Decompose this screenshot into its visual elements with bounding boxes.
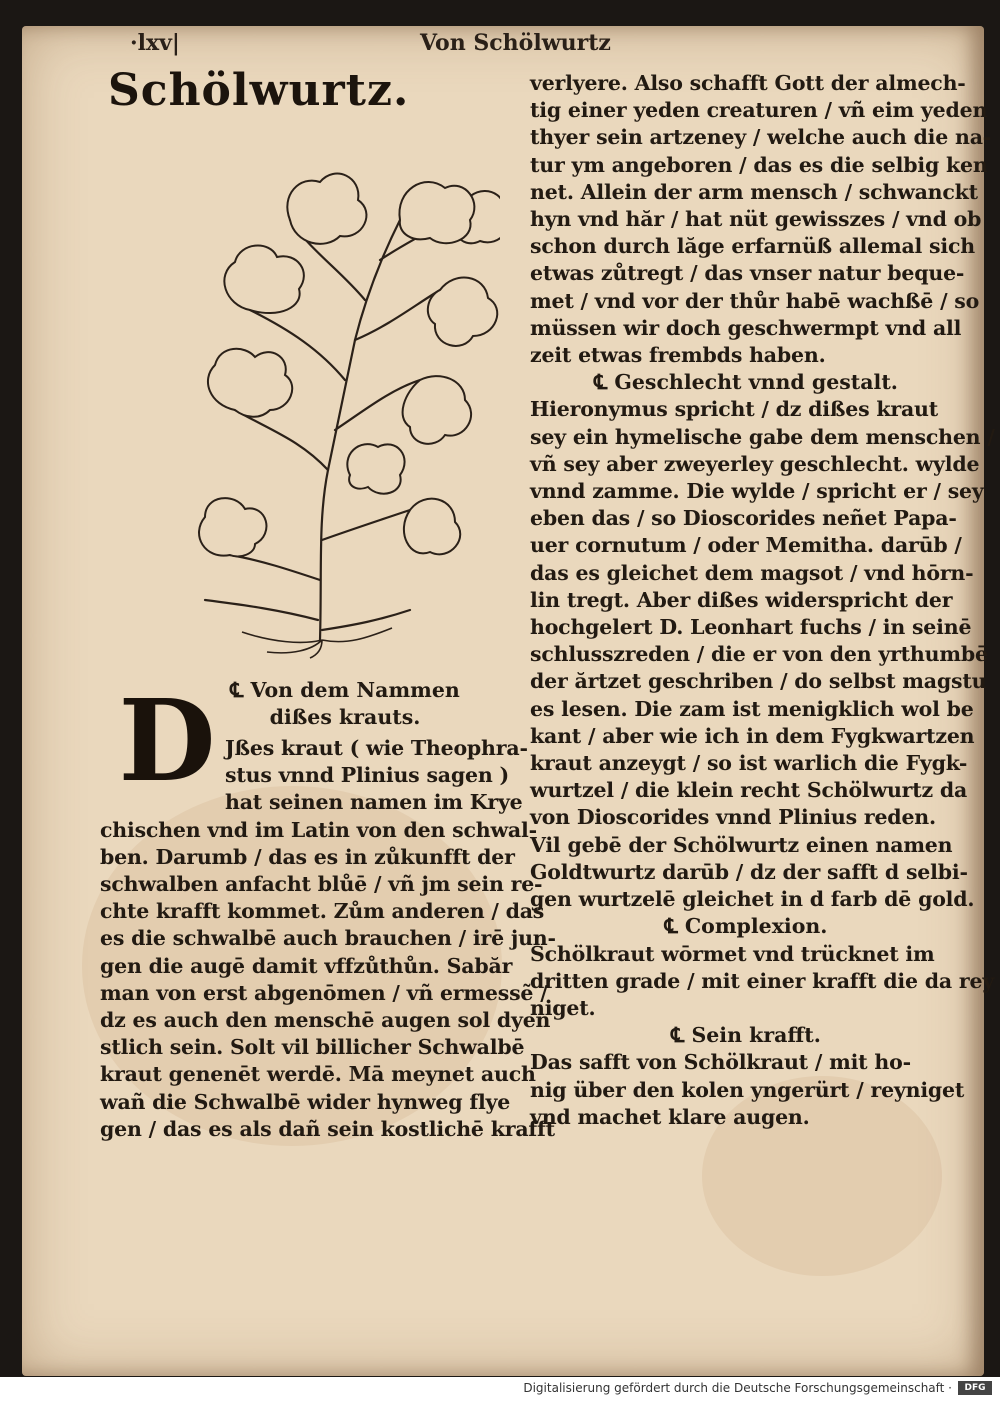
- text-line: es lesen. Die zam ist menigklich wol be: [530, 696, 974, 721]
- text-line: hat seinen namen im Krye: [225, 790, 523, 815]
- text-line: gen / das es als dañ sein kostlichē krafft: [100, 1116, 555, 1141]
- text-line: Hieronymus spricht / dz dißes kraut: [530, 397, 939, 422]
- text-line: stus vnnd Plinius sagen ): [225, 763, 509, 788]
- text-line: Das safft von Schölkraut / mit ho-: [530, 1050, 911, 1075]
- section-heading-name-2: dißes krauts.: [269, 705, 421, 730]
- text-line: tur ym angeboren / das es die selbig ken: [530, 152, 988, 177]
- text-line: müssen wir doch geschwermpt vnd all: [530, 315, 962, 340]
- text-line: kraut genenēt werdē. Mā meynet auch: [100, 1062, 536, 1087]
- text-line: chischen vnd im Latin von den schwal-: [100, 817, 537, 842]
- text-line: Jßes kraut ( wie Theophra-: [225, 736, 528, 760]
- footer-bar: [0, 1377, 1000, 1401]
- text-line: man von erst abgenōmen / vñ ermessẽ /: [100, 980, 548, 1005]
- running-title: Von Schölwurtz: [420, 30, 611, 56]
- text-line: lin tregt. Aber dißes widerspricht der: [530, 587, 953, 612]
- text-line: wurtzel / die klein recht Schölwurtz da: [530, 778, 968, 803]
- section-heading-krafft: ℄ Sein krafft.: [671, 1023, 821, 1048]
- section-heading-geschlecht: ℄ Geschlecht vnnd gestalt.: [594, 370, 898, 395]
- text-line: verlyere. Also schafft Gott der almech-: [530, 71, 966, 95]
- text-line: schwalben anfacht blůē / vñ jm sein re-: [100, 872, 543, 897]
- text-line: vnd machet klare augen.: [530, 1104, 810, 1129]
- text-line: nig über den kolen yngerürt / reyniget: [530, 1077, 965, 1102]
- text-line: uer cornutum / oder Memitha. darūb /: [530, 533, 962, 558]
- text-line: hyn vnd hăr / hat nüt gewisszes / vnd ob: [530, 207, 982, 232]
- text-line: dz es auch den menschē augen sol dyen: [100, 1008, 551, 1033]
- text-line: net. Allein der arm mensch / schwanckt: [530, 179, 978, 204]
- text-line: vnnd zamme. Die wylde / spricht er / sey: [530, 479, 984, 504]
- drop-cap-initial: D: [118, 676, 216, 807]
- text-line: schlusszreden / die er von den yrthumbē: [530, 642, 988, 667]
- text-line: gen wurtzelē gleichet in d farb dē gold.: [530, 887, 975, 912]
- text-line: kant / aber wie ich in dem Fygkwartzen: [530, 723, 975, 748]
- text-line: gen die augē damit vffzůthůn. Sabăr: [100, 953, 513, 978]
- text-line: hochgelert D. Leonhart fuchs / in seinē: [530, 615, 972, 640]
- woodcut-plant-illustration: [150, 140, 500, 660]
- text-line: kraut anzeygt / so ist warlich die Fygk-: [530, 751, 968, 776]
- article-title: Schölwurtz.: [108, 65, 410, 116]
- text-line: der ărtzet geschriben / do selbst magstu: [530, 669, 987, 694]
- text-line: dritten grade / mit einer krafft die da rey: [530, 968, 995, 993]
- text-line: Vil gebē der Schölwurtz einen namen: [530, 832, 953, 857]
- text-line: stlich sein. Solt vil billicher Schwalbē: [100, 1035, 525, 1060]
- running-head: [0, 30, 1000, 64]
- text-line: wañ die Schwalbē wider hynweg flye: [100, 1089, 511, 1114]
- text-line: es die schwalbē auch brauchen / irē jun-: [100, 926, 556, 951]
- text-line: das es gleichet dem magsot / vnd hōrn-: [530, 560, 974, 585]
- text-line: Schölkraut wōrmet vnd trücknet im: [530, 941, 935, 966]
- folio-number: ·lxv|: [130, 30, 180, 56]
- text-line: tig einer yeden creaturen / vñ eim yeden: [530, 98, 988, 123]
- text-line: etwas zůtregt / das vnser natur beque-: [530, 261, 965, 286]
- text-line: sey ein hymelische gabe dem menschen /: [530, 424, 995, 449]
- section-heading-name: ℄ Von dem Nammen: [230, 678, 460, 702]
- text-line: Goldtwurtz darūb / dz der safft d selbi-: [530, 859, 968, 884]
- text-line: ben. Darumb / das es in zůkunfft der: [100, 844, 515, 869]
- text-line: zeit etwas frembds haben.: [530, 343, 826, 368]
- text-line: thyer sein artzeney / welche auch die na-: [530, 125, 992, 150]
- text-line: eben das / so Dioscorides neñet Papa-: [530, 506, 957, 531]
- text-line: vñ sey aber zweyerley geschlecht. wylde: [530, 451, 980, 476]
- text-line: chte krafft kommet. Zům anderen / das: [100, 899, 545, 924]
- text-line: met / vnd vor der thůr habē wachßē / so: [530, 288, 980, 313]
- text-line: niget.: [530, 995, 596, 1020]
- dfg-logo: DFG: [958, 1381, 992, 1395]
- footer-credit: Digitalisierung gefördert durch die Deutsche Forschungsgemeinschaft ·: [523, 1381, 952, 1395]
- text-line: von Dioscorides vnnd Plinius reden.: [530, 805, 936, 830]
- text-line: schon durch lăge erfarnüß allemal sich: [530, 234, 975, 259]
- section-heading-complexion: ℄ Complexion.: [664, 914, 828, 939]
